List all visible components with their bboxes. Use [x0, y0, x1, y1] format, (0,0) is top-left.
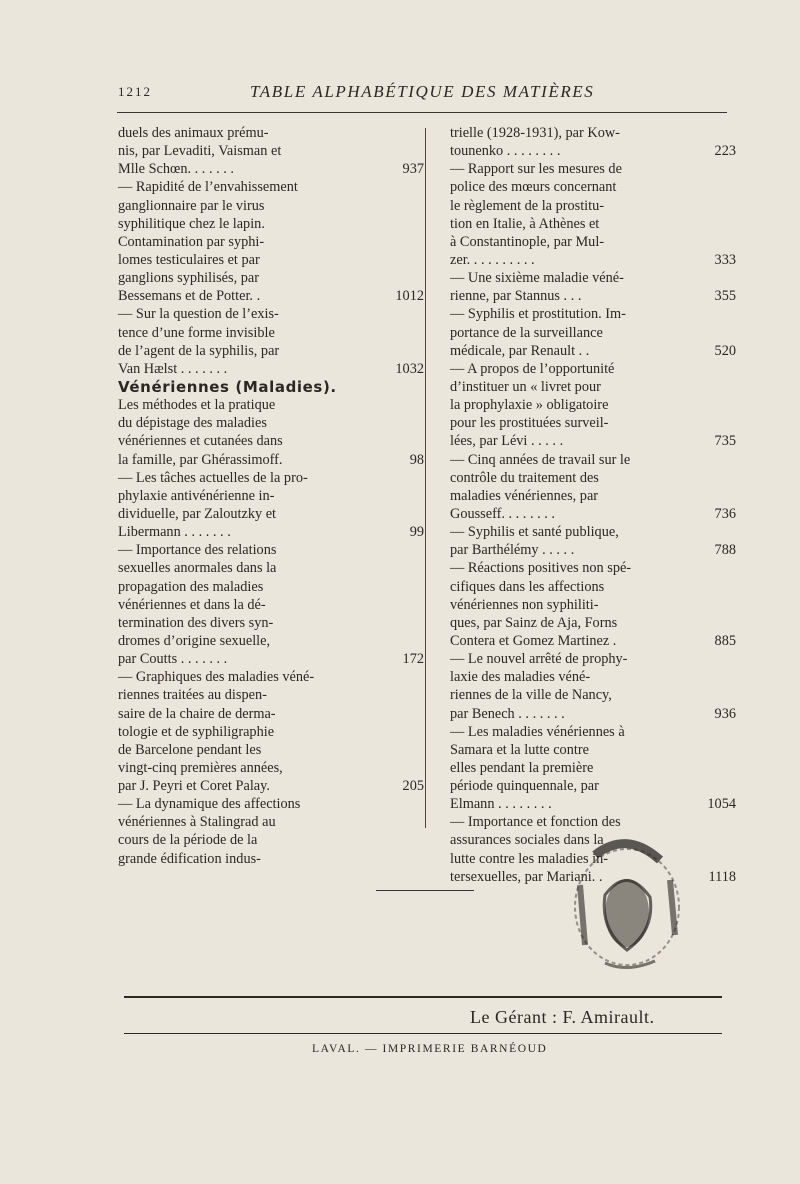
index-line — [118, 269, 374, 287]
index-line — [450, 197, 706, 215]
index-text: vénériennes non syphiliti- — [450, 596, 599, 613]
index-line — [450, 487, 706, 505]
index-line — [118, 160, 424, 178]
index-line — [450, 813, 706, 831]
index-text: — Importance et fonction des — [450, 814, 621, 831]
index-line — [118, 831, 374, 849]
index-text: nis, par Levaditi, Vaisman et — [118, 143, 282, 160]
index-line — [450, 705, 736, 723]
page-reference: 223 — [714, 143, 736, 160]
page-reference: 1118 — [708, 868, 736, 885]
index-line — [118, 197, 374, 215]
page-reference: 1012 — [395, 288, 424, 305]
index-line — [450, 596, 706, 614]
index-line — [118, 124, 374, 142]
index-line — [450, 723, 706, 741]
index-text: assurances sociales dans la — [450, 832, 604, 849]
index-line — [118, 632, 374, 650]
right-column — [450, 124, 736, 886]
index-line — [450, 160, 706, 178]
index-line — [118, 432, 374, 450]
index-text: Samara et la lutte contre — [450, 741, 589, 758]
index-text: par Coutts . . . . . . . — [118, 651, 228, 668]
index-text: Les méthodes et la pratique — [118, 397, 276, 414]
index-line — [450, 505, 736, 523]
index-line — [450, 668, 706, 686]
column-divider — [425, 128, 426, 828]
page-header — [118, 82, 728, 108]
index-line — [118, 414, 374, 432]
index-text: — Une sixième maladie véné- — [450, 270, 624, 287]
gerant-signature: Le Gérant : F. Amirault. — [470, 1007, 655, 1027]
index-line — [118, 396, 374, 414]
index-text: par Benech . . . . . . . — [450, 705, 565, 722]
page-reference: 333 — [714, 251, 736, 268]
index-line — [118, 578, 374, 596]
index-line — [450, 578, 706, 596]
index-text: tersexuelles, par Mariani. . — [450, 868, 603, 885]
index-line — [450, 251, 736, 269]
index-text: sexuelles anormales dans la — [118, 560, 277, 577]
index-text: — Les maladies vénériennes à — [450, 723, 625, 740]
index-text: cours de la période de la — [118, 832, 258, 849]
index-text: ques, par Sainz de Aja, Forns — [450, 614, 618, 631]
index-text: — Rapport sur les mesures de — [450, 161, 622, 178]
printer-imprint: LAVAL. — IMPRIMERIE BARNÉOUD — [312, 1043, 548, 1055]
index-text: tounenko . . . . . . . . — [450, 143, 561, 160]
index-text: le règlement de la prostitu- — [450, 197, 605, 214]
index-line — [118, 324, 374, 342]
index-text: vingt-cinq premières années, — [118, 759, 283, 776]
index-text: — Sur la question de l’exis- — [118, 306, 279, 323]
index-line — [450, 559, 706, 577]
index-line — [450, 759, 706, 777]
index-text: par Barthélémy . . . . . — [450, 542, 575, 559]
index-text: phylaxie antivénérienne in- — [118, 487, 275, 504]
index-text: lomes testiculaires et par — [118, 251, 260, 268]
index-text: — Cinq années de travail sur le — [450, 451, 631, 468]
index-text: saire de la chaire de derma- — [118, 705, 276, 722]
index-line — [118, 705, 374, 723]
index-text: la famille, par Ghérassimoff. — [118, 451, 283, 468]
page-reference: 355 — [714, 288, 736, 305]
index-line — [118, 741, 374, 759]
index-line — [118, 142, 374, 160]
index-text: Contera et Gomez Martinez . — [450, 632, 617, 649]
index-text: période quinquennale, par — [450, 778, 599, 795]
page-reference: 736 — [714, 505, 736, 522]
index-text: dividuelle, par Zaloutzky et — [118, 505, 277, 522]
index-line — [118, 287, 424, 305]
index-text: — Syphilis et santé publique, — [450, 524, 619, 541]
page-reference: 520 — [714, 342, 736, 359]
index-line — [450, 414, 706, 432]
index-line — [450, 269, 706, 287]
index-line — [118, 505, 374, 523]
index-line — [118, 215, 374, 233]
index-line — [450, 124, 706, 142]
index-line — [118, 251, 374, 269]
section-heading — [118, 378, 374, 396]
index-text: maladies vénériennes, par — [450, 487, 599, 504]
index-text: lées, par Lévi . . . . . — [450, 433, 564, 450]
page-reference: 172 — [402, 651, 424, 668]
index-text: propagation des maladies — [118, 578, 264, 595]
index-line — [450, 686, 706, 704]
index-text: à Constantinople, par Mul- — [450, 233, 605, 250]
page-reference: 937 — [402, 161, 424, 178]
index-line — [118, 360, 424, 378]
page-reference: 936 — [714, 705, 736, 722]
page-reference: 1032 — [395, 360, 424, 377]
index-text: d’instituer un « livret pour — [450, 378, 601, 395]
index-text: contrôle du traitement des — [450, 469, 599, 486]
index-text: Van Hælst . . . . . . . — [118, 360, 228, 377]
index-line — [118, 650, 424, 668]
index-line — [118, 813, 374, 831]
index-line — [450, 178, 706, 196]
index-line — [118, 723, 374, 741]
index-text: — Réactions positives non spé- — [450, 560, 632, 577]
index-text: — A propos de l’opportunité — [450, 360, 615, 377]
index-text: Mlle Schœn. . . . . . . — [118, 161, 234, 178]
index-text: vénériennes à Stalingrad au — [118, 814, 276, 831]
index-line — [118, 178, 374, 196]
index-text: dromes d’origine sexuelle, — [118, 632, 271, 649]
index-line — [450, 396, 706, 414]
index-line — [450, 215, 706, 233]
index-text: termination des divers syn- — [118, 614, 274, 631]
index-text: lutte contre les maladies in- — [450, 850, 609, 867]
index-text: Elmann . . . . . . . . — [450, 796, 552, 813]
index-text: rienne, par Stannus . . . — [450, 288, 582, 305]
index-text: du dépistage des maladies — [118, 415, 267, 432]
index-line — [450, 360, 706, 378]
index-text: riennes traitées au dispen- — [118, 687, 267, 704]
index-line — [118, 596, 374, 614]
footer-rule-bottom — [124, 1033, 722, 1034]
index-text: de l’agent de la syphilis, par — [118, 342, 280, 359]
index-text: pour les prostituées surveil- — [450, 415, 609, 432]
index-text: Contamination par syphi- — [118, 233, 265, 250]
index-text: cifiques dans les affections — [450, 578, 605, 595]
index-line — [118, 342, 374, 360]
index-text: duels des animaux prému- — [118, 125, 269, 141]
index-text: tence d’une forme invisible — [118, 324, 275, 341]
page-reference: 735 — [714, 433, 736, 450]
index-text: la prophylaxie » obligatoire — [450, 397, 609, 414]
index-line — [118, 668, 374, 686]
index-line — [450, 523, 706, 541]
index-line — [118, 614, 374, 632]
index-text: Libermann . . . . . . . — [118, 524, 231, 541]
index-text: trielle (1928-1931), par Kow- — [450, 125, 620, 141]
running-title: TABLE ALPHABÉTIQUE DES MATIÈRES — [250, 82, 595, 101]
index-text: laxie des maladies véné- — [450, 669, 591, 686]
index-text: grande édification indus- — [118, 850, 261, 867]
index-line — [450, 432, 736, 450]
index-text: tion en Italie, à Athènes et — [450, 215, 600, 232]
index-line — [450, 378, 706, 396]
index-text: police des mœurs concernant — [450, 179, 617, 196]
index-text: Vénériennes (Maladies). — [118, 377, 337, 396]
index-text: elles pendant la première — [450, 759, 594, 776]
index-line — [118, 795, 374, 813]
index-line — [118, 487, 374, 505]
header-rule — [117, 112, 727, 113]
index-line — [450, 324, 706, 342]
index-text: vénériennes et cutanées dans — [118, 433, 283, 450]
index-line — [118, 759, 374, 777]
index-text: — Syphilis et prostitution. Im- — [450, 306, 626, 323]
index-text: portance de la surveillance — [450, 324, 603, 341]
index-line — [450, 632, 736, 650]
index-line — [450, 614, 706, 632]
index-line — [450, 342, 736, 360]
index-line — [118, 305, 374, 323]
index-line — [118, 469, 374, 487]
index-text: riennes de la ville de Nancy, — [450, 687, 612, 704]
index-line — [118, 777, 424, 795]
index-line — [450, 469, 706, 487]
index-text: Bessemans et de Potter. . — [118, 288, 261, 305]
index-text: syphilitique chez le lapin. — [118, 215, 265, 232]
page-reference: 1054 — [707, 796, 736, 813]
index-line — [450, 777, 706, 795]
index-line — [450, 541, 736, 559]
index-text: par J. Peyri et Coret Palay. — [118, 778, 270, 795]
index-line — [450, 305, 706, 323]
index-text: ganglionnaire par le virus — [118, 197, 265, 214]
index-text: — Les tâches actuelles de la pro- — [118, 469, 308, 486]
index-line — [118, 451, 424, 469]
index-line — [118, 541, 374, 559]
page-reference: 99 — [409, 524, 424, 541]
index-text: — Rapidité de l’envahissement — [118, 179, 298, 196]
index-text: — Graphiques des maladies véné- — [118, 669, 315, 686]
page-reference: 885 — [714, 632, 736, 649]
index-line — [450, 142, 736, 160]
index-line — [450, 650, 706, 668]
page-reference: 788 — [714, 542, 736, 559]
index-line — [118, 559, 374, 577]
page-reference: 205 — [402, 778, 424, 795]
index-line — [118, 686, 374, 704]
index-line — [118, 523, 424, 541]
index-line — [450, 233, 706, 251]
end-rule — [376, 890, 474, 891]
left-column — [118, 124, 424, 868]
footer-rule-top — [124, 996, 722, 998]
library-stamp-icon — [565, 835, 690, 970]
index-text: tologie et de syphiligraphie — [118, 723, 275, 740]
index-text: de Barcelone pendant les — [118, 741, 262, 758]
index-text: Gousseff. . . . . . . . — [450, 505, 555, 522]
index-text: médicale, par Renault . . — [450, 342, 590, 359]
page-number: 1212 — [118, 84, 152, 99]
index-line — [450, 741, 706, 759]
index-text: ganglions syphilisés, par — [118, 270, 259, 287]
index-line — [450, 451, 706, 469]
index-text: vénériennes et dans la dé- — [118, 596, 266, 613]
index-text: — Importance des relations — [118, 542, 277, 559]
index-text: — Le nouvel arrêté de prophy- — [450, 651, 628, 668]
index-text: — La dynamique des affections — [118, 796, 301, 813]
index-line — [118, 233, 374, 251]
index-line — [450, 287, 736, 305]
index-line — [450, 795, 736, 813]
index-text: zer. . . . . . . . . . — [450, 251, 535, 268]
index-line — [118, 850, 374, 868]
page-reference: 98 — [409, 451, 424, 468]
